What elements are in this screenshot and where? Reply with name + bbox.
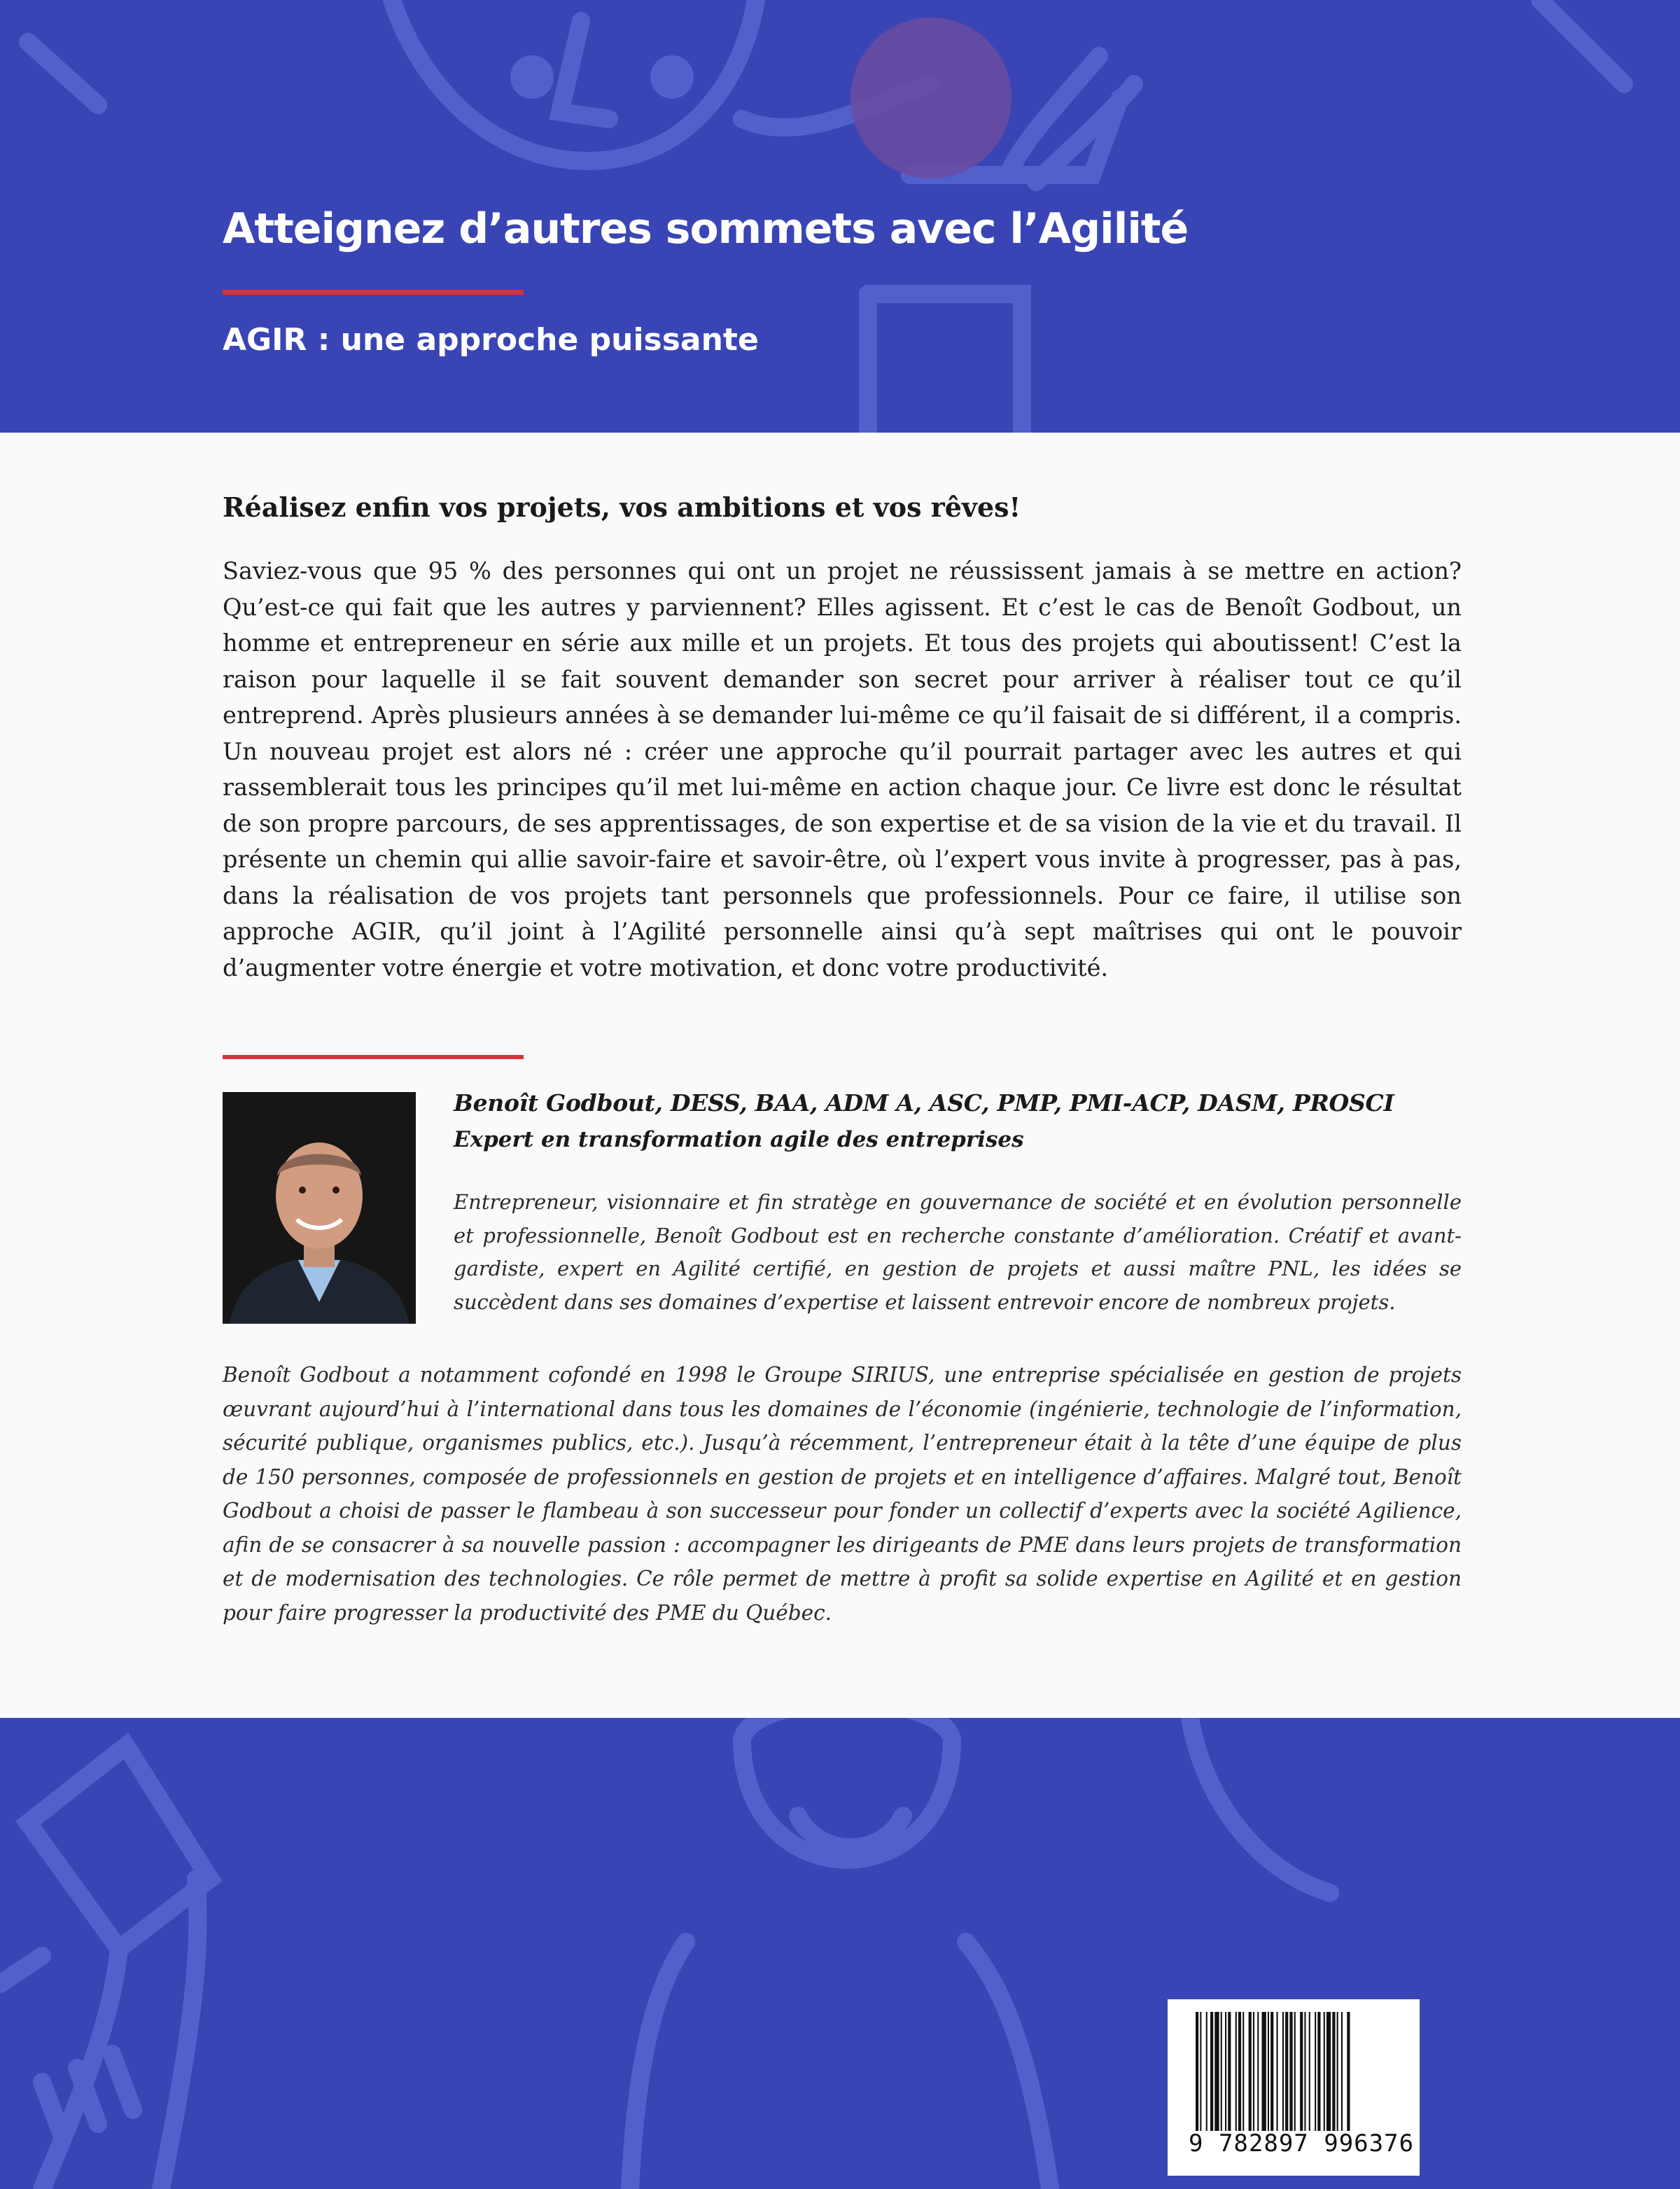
barcode-bar [1221, 2012, 1222, 2131]
barcode-bar [1324, 2012, 1325, 2131]
barcode-bar [1270, 2012, 1273, 2131]
author-bio-short: Entrepreneur, visionnaire et fin stratège en gouvernance de société et en évolution personnelle et professionnelle, Benoît Godbout est en recherche constante d’amélioration. Créatif et avant-gardiste, expert en Agilité certifié, en gestion de projets et aussi maître PNL, les idées se succèdent dans ses domaines d’expertise et laissent entrevoir encore de nombreux projets. [454, 1190, 1462, 1314]
barcode-bar [1262, 2012, 1266, 2131]
barcode-bar [1214, 2012, 1219, 2131]
cartoon-illustration-bottom [0, 1718, 1680, 2189]
barcode-bar [1304, 2012, 1306, 2131]
barcode-bar [1332, 2012, 1335, 2131]
barcode-bar [1300, 2012, 1303, 2131]
barcode-bar [1337, 2012, 1338, 2131]
author-photo [223, 1092, 416, 1324]
top-banner [0, 0, 1680, 433]
intro-paragraph: Saviez-vous que 95 % des personnes qui ont un projet ne réussissent jamais à se mettre en action? Qu’est-ce qui fait que les autres y parviennent? Elles agissent. Et c’est le cas de Benoît Godbout, un homme et entrepreneur en série aux mille et un projets. Et tous des projets qui aboutissent! C’est la raison pour laquelle il se fait souvent demander son secret pour arriver à réaliser tout ce qu’il entreprend. Après plusieurs années à se demander lui-même ce qu’il faisait de si différent, il a compris. Un nouveau projet est alors né : créer une approche qu’il pourrait partager avec les autres et qui rassemblerait tous les principes qu’il met lui-même en action chaque jour. Ce livre est donc le résultat de son propre parcours, de ses apprentissages, de son expertise et de sa vision de la vie et du travail. Il présente un chemin qui allie savoir-faire et savoir-être, où l’expert vous invite à progresser, pas à pas, dans la réalisation de vos projets tant personnels que professionnels. Pour ce faire, il utilise son approche AGIR, qu’il joint à l’Agilité personnelle ainsi qu’à sept maîtrises qui ont le pouvoir d’augmenter votre énergie et votre motivation, et donc votre productivité. [223, 557, 1462, 981]
bottom-banner [0, 1718, 1680, 2189]
subtitle: AGIR : une approche puissante [223, 322, 759, 358]
barcode-bar [1206, 2012, 1208, 2131]
barcode-bar [1289, 2012, 1292, 2131]
barcode-bar [1309, 2012, 1310, 2131]
isbn-barcode [1168, 1999, 1420, 2176]
section-divider [223, 1055, 524, 1059]
barcode-bar [1277, 2012, 1278, 2131]
barcode-bar [1315, 2012, 1316, 2131]
barcode-bars [1196, 2012, 1392, 2131]
barcode-bar [1268, 2012, 1269, 2131]
isbn-digits: 9 782897 996376 [1189, 2129, 1415, 2157]
barcode-bar [1200, 2012, 1201, 2131]
barcode-bar [1249, 2012, 1252, 2131]
barcode-bar [1236, 2012, 1237, 2131]
barcode-bar [1196, 2012, 1198, 2131]
barcode-bar [1225, 2012, 1226, 2131]
main-title: Atteignez d’autres sommets avec l’Agilité [223, 204, 1189, 253]
author-bio-long: Benoît Godbout a notamment cofondé en 1998 le Groupe SIRIUS, une entreprise spécialisée en gestion de projets œuvrant aujourd’hui à l’international dans tous les domaines de l’économie (ingénierie, technologie de l’information, sécurité publique, organismes publics, etc.). Jusqu’à récemment, l’entrepreneur était à la tête d’une équipe de plus de 150 personnes, composée de professionnels en gestion de projets et en intelligence d’affaires. Malgré tout, Benoît Godbout a choisi de passer le flambeau à son successeur pour fonder un collectif d’experts avec la société Agilience, afin de se consacrer à sa nouvelle passion : accompagner les dirigeants de PME dans leurs projets de transformation et de modernisation des technologies. Ce rôle permet de mettre à profit sa solide expertise en Agilité et en gestion pour faire progresser la productivité des PME du Québec. [223, 1363, 1462, 1625]
title-underline [223, 290, 524, 295]
barcode-bar [1341, 2012, 1343, 2131]
author-role: Expert en transformation agile des entreprises [454, 1127, 1024, 1152]
barcode-bar [1228, 2012, 1231, 2131]
barcode-bar [1210, 2012, 1213, 2131]
barcode-bar [1253, 2012, 1254, 2131]
barcode-bar [1242, 2012, 1244, 2131]
barcode-bar [1326, 2012, 1331, 2131]
barcode-bar [1294, 2012, 1296, 2131]
author-name: Benoît Godbout, DESS, BAA, ADM A, ASC, PMP, PMI-ACP, DASM, PROSCI [454, 1089, 1394, 1117]
barcode-bar [1238, 2012, 1241, 2131]
barcode-bar [1317, 2012, 1320, 2131]
barcode-bar [1257, 2012, 1259, 2131]
barcode-bar [1285, 2012, 1288, 2131]
barcode-bar [1347, 2012, 1350, 2131]
tagline-heading: Réalisez enfin vos projets, vos ambitions et vos rêves! [223, 491, 1021, 523]
barcode-bar [1282, 2012, 1284, 2131]
author-portrait-image [223, 1092, 416, 1324]
